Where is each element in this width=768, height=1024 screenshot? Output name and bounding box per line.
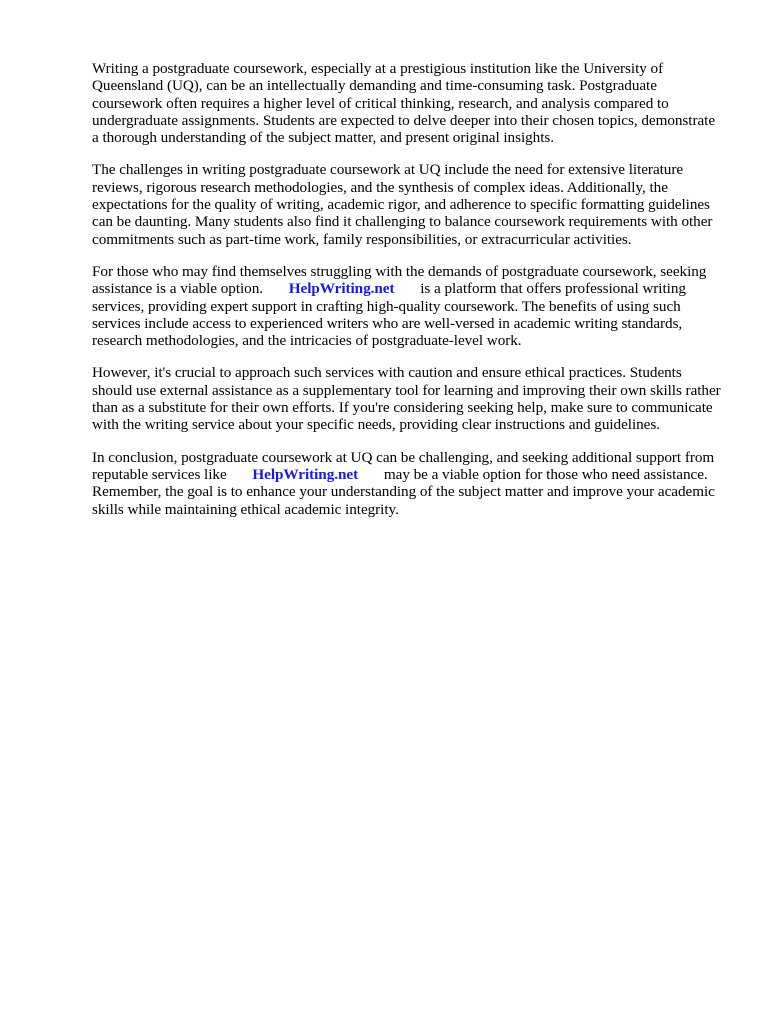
paragraph-assistance-text-before: For those who may find themselves struggling with the demands of postgraduate coursework, seeking assistance is a viable option. [92,262,707,298]
paragraph-assistance [92,263,722,349]
paragraph-conclusion [92,449,722,518]
helpwriting-link[interactable]: HelpWriting.net [252,465,359,483]
paragraph-assistance-text-after: is a platform that offers professional writing services, providing expert support in crafting high-quality coursework. The benefits of using such services include access to experienced writers who are well-versed in academic writing standards, research methodologies, and the intricacies of postgraduate-level work. [92,280,686,350]
helpwriting-link[interactable]: HelpWriting.net [288,280,395,298]
paragraph-conclusion-text-after: may be a viable option for those who need assistance. Remember, the goal is to enhance your understanding of the subject matter and improve your academic skills while maintaining ethical academic integrity. [92,465,715,518]
paragraph-caution: However, it's crucial to approach such services with caution and ensure ethical practices. Students should use external assistance as a supplementary tool for learning and improving their own skills rather than as a substitute for their own efforts. If you're considering seeking help, make sure to communicate with the writing service about your specific needs, providing clear instructions and guidelines. [92,364,721,434]
paragraph-conclusion-text-before: In conclusion, postgraduate coursework at UQ can be challenging, and seeking additional support from reputable services like [92,448,715,483]
document-page [92,60,722,533]
paragraph-challenges: The challenges in writing postgraduate coursework at UQ include the need for extensive literature reviews, rigorous research methodologies, and the synthesis of complex ideas. Additionally, the expectations for the quality of writing, academic rigor, and adherence to specific formatting guidelines can be daunting. Many students also find it challenging to balance coursework requirements with other commitments such as part-time work, family responsibilities, or extracurricular activities. [92,161,713,248]
paragraph-intro: Writing a postgraduate coursework, especially at a prestigious institution like the University of Queensland (UQ), can be an intellectually demanding and time-consuming task. Postgraduate coursework often requires a higher level of critical thinking, research, and analysis compared to undergraduate assignments. Students are expected to delve deeper into their chosen topics, demonstrate a thorough understanding of the subject matter, and present original insights. [92,60,716,147]
